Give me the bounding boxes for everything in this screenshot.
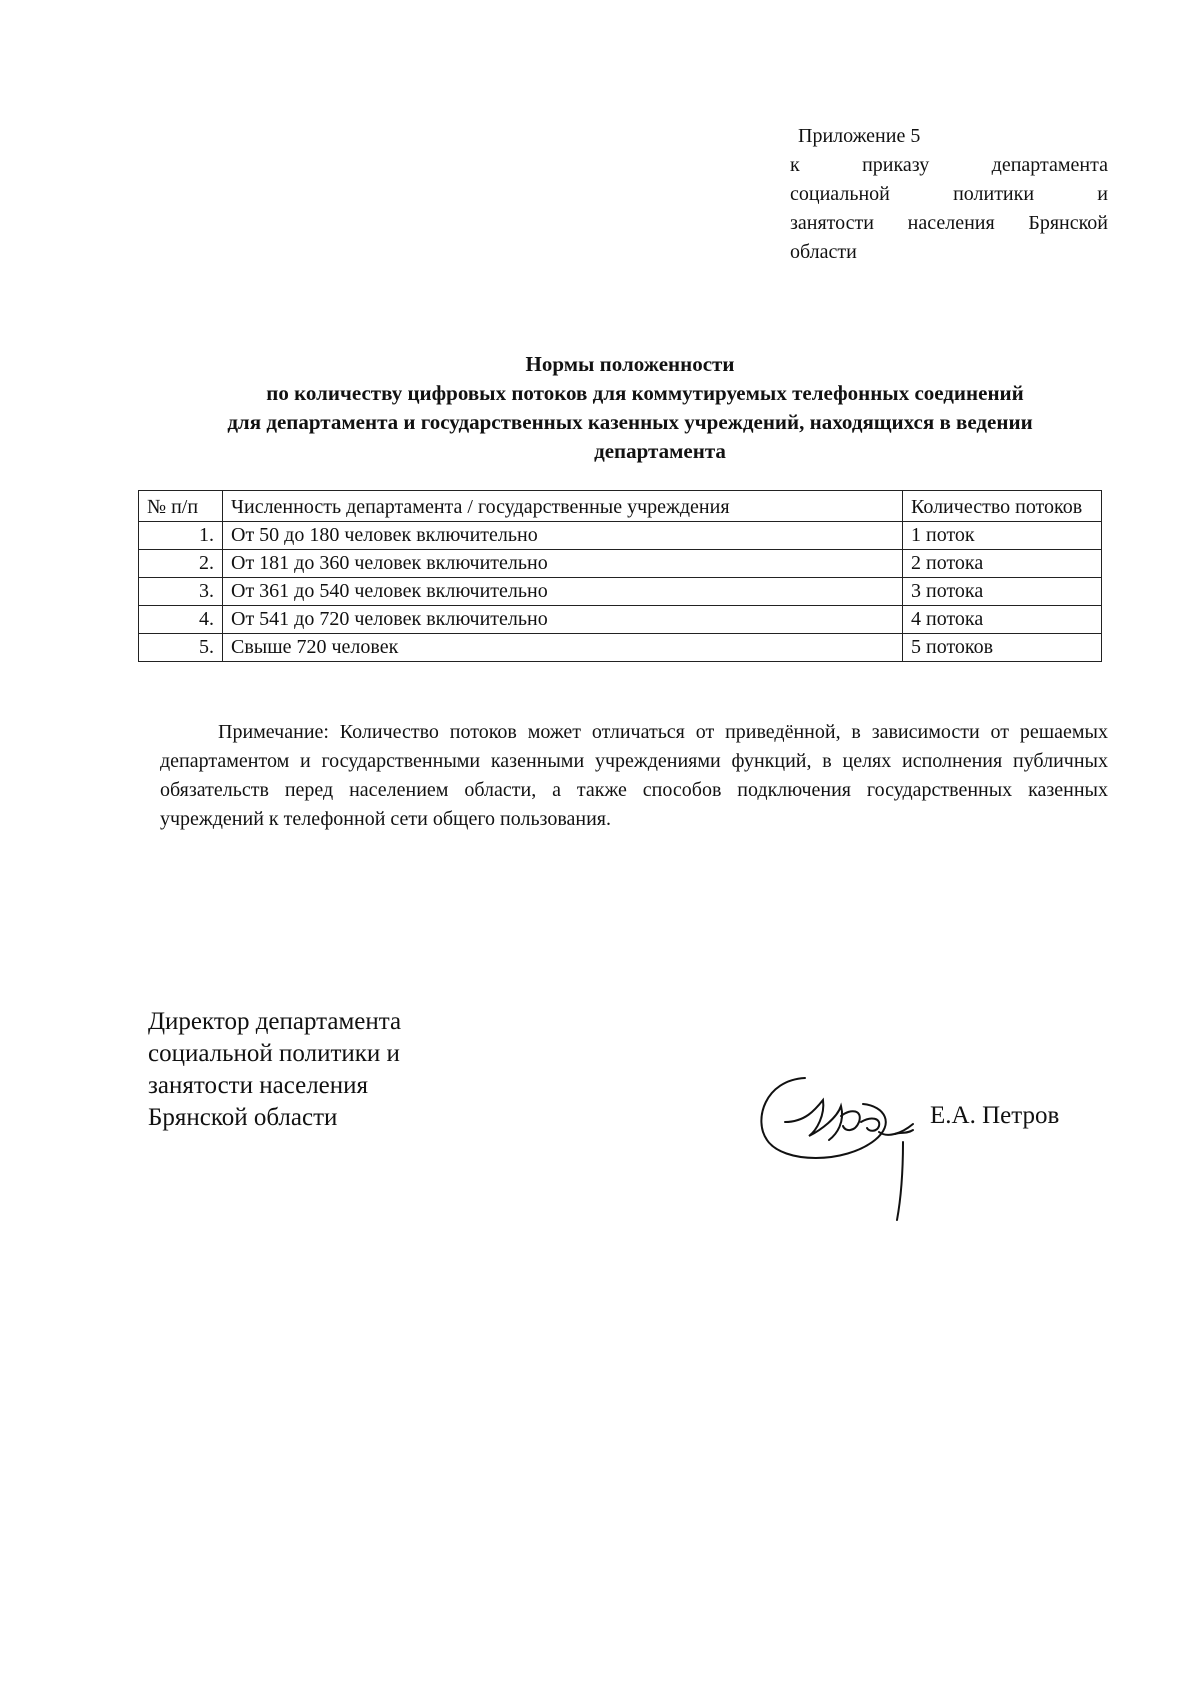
signer-position-line: занятости населения: [148, 1072, 369, 1099]
signer-position-line: Брянской области: [148, 1104, 338, 1131]
signer-position: [148, 1006, 401, 1134]
table-row: [139, 634, 1102, 662]
table-row: [139, 578, 1102, 606]
row-number: 5.: [139, 634, 223, 662]
annex-title: Приложение 5: [798, 125, 921, 147]
norms-table: [138, 490, 1102, 662]
header-quantity: Количество потоков: [903, 491, 1102, 522]
note-paragraph: Примечание: Количество потоков может отличаться от приведённой, в зависимости от решаемых департаментом и государственными казенными учреждениями функций, в целях исполнения публичных обязательств перед населением области, а также способов подключения государственных казенных учреждений к телефонной сети общего пользования.: [160, 721, 1108, 830]
signer-position-line: Директор департамента: [148, 1008, 402, 1035]
row-staff: От 541 до 720 человек включительно: [223, 606, 903, 634]
row-quantity: 1 поток: [903, 522, 1102, 550]
table-header-row: [139, 491, 1102, 522]
title-line: департамента: [594, 439, 726, 463]
header-number: № п/п: [139, 491, 223, 522]
table-row: [139, 522, 1102, 550]
row-number: 4.: [139, 606, 223, 634]
signer-position-line: социальной политики и: [148, 1040, 400, 1067]
row-quantity: 5 потоков: [903, 634, 1102, 662]
annex-line: занятости населения Брянской: [790, 212, 1108, 234]
handwritten-signature-icon: [745, 1060, 945, 1240]
annex-header: [790, 122, 1108, 267]
table-row: [139, 550, 1102, 578]
row-number: 2.: [139, 550, 223, 578]
header-staff: Численность департамента / государственные учреждения: [223, 491, 903, 522]
annex-line: области: [790, 241, 857, 263]
title-line: по количеству цифровых потоков для коммутируемых телефонных соединений: [266, 381, 1024, 405]
table-row: [139, 606, 1102, 634]
row-quantity: 4 потока: [903, 606, 1102, 634]
row-number: 3.: [139, 578, 223, 606]
document-title: [150, 350, 1110, 466]
signer-name: Е.А. Петров: [930, 1102, 1060, 1129]
annex-line: к приказу департамента: [790, 154, 1108, 176]
row-quantity: 3 потока: [903, 578, 1102, 606]
row-staff: От 361 до 540 человек включительно: [223, 578, 903, 606]
row-staff: Свыше 720 человек: [223, 634, 903, 662]
title-line: для департамента и государственных казенных учреждений, находящихся в ведении: [227, 410, 1033, 434]
row-number: 1.: [139, 522, 223, 550]
row-staff: От 50 до 180 человек включительно: [223, 522, 903, 550]
row-quantity: 2 потока: [903, 550, 1102, 578]
title-line: Нормы положенности: [525, 352, 735, 376]
row-staff: От 181 до 360 человек включительно: [223, 550, 903, 578]
annex-line: социальной политики и: [790, 183, 1108, 205]
